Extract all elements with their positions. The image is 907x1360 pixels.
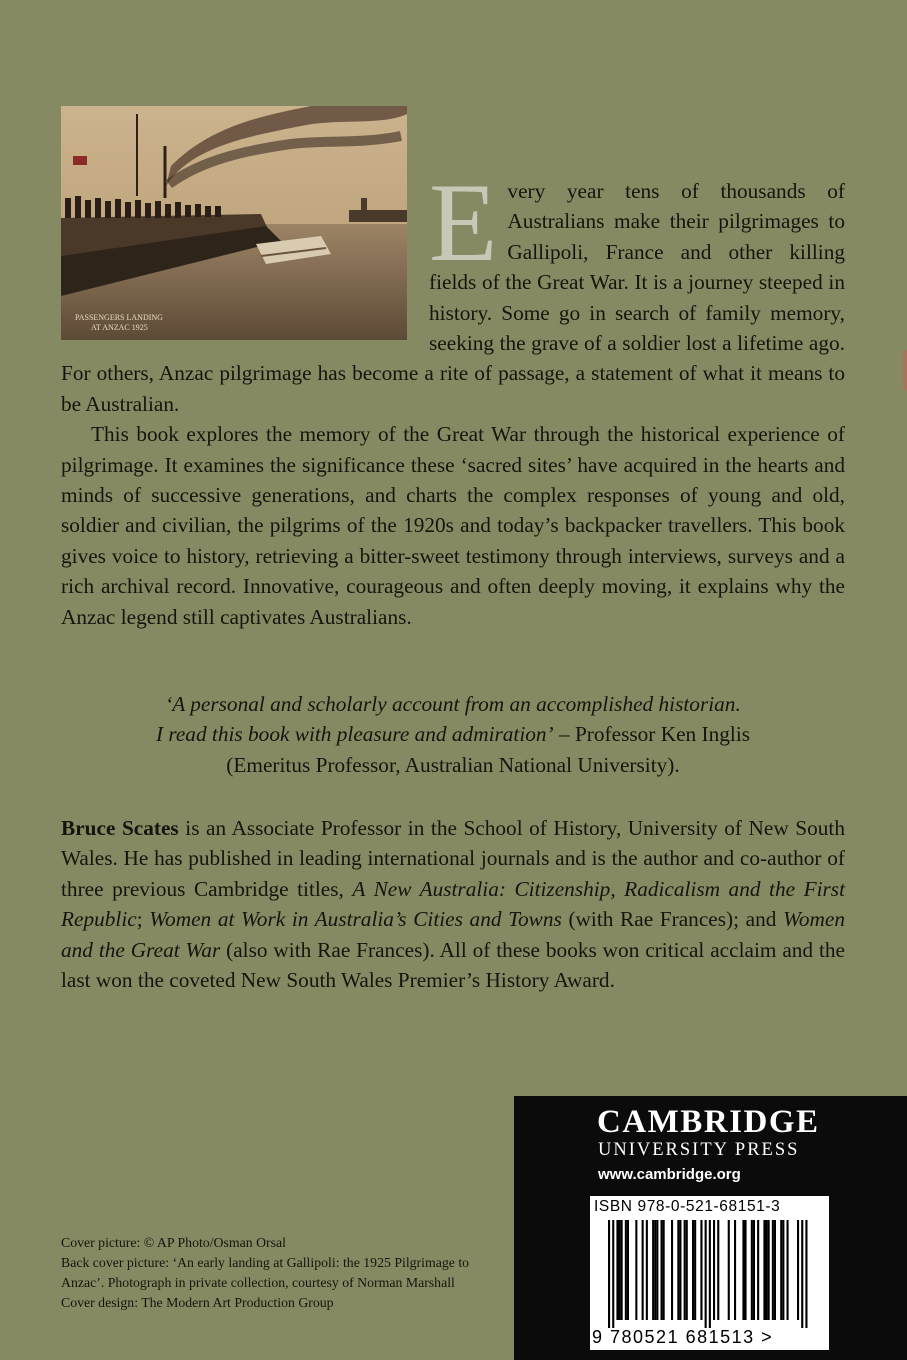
barcode-bar xyxy=(612,1220,614,1328)
credit-line: Cover picture: © AP Photo/Osman Orsal xyxy=(61,1235,286,1250)
quote-attribution: – Professor Ken Inglis xyxy=(553,722,751,747)
barcode xyxy=(590,1196,829,1350)
author-name: Bruce Scates xyxy=(61,816,179,840)
barcode-bar xyxy=(753,1220,755,1320)
barcode-bar xyxy=(694,1220,696,1320)
barcode-bar xyxy=(686,1220,688,1320)
quote-line-1: ‘A personal and scholarly account from an accomplished historian. xyxy=(165,692,741,716)
edge-mark xyxy=(903,350,907,390)
barcode-bar xyxy=(768,1220,770,1320)
barcode-bar xyxy=(766,1220,768,1320)
bio-text: (also with Rae Frances). All of these books won critical acclaim and the last won the coveted New South Wales Premier’s History Award. xyxy=(61,937,845,993)
isbn-label: ISBN 978-0-521-68151-3 xyxy=(594,1198,781,1215)
blurb-paragraph-1: very year tens of thousands of Australians make their pilgrimages to Gallipoli, France and other killing fields of the Great War. It is a journey steeped in history. Some go in search of family memory, seeking the grave of a soldier lost a lifetime ago. For others, Anzac pilgrimage has become a rite of passage, a statement of what it means to be Australian. xyxy=(61,179,845,416)
book-title: A New Australia: Citizenship, Radicalism and the First Republic xyxy=(61,876,845,932)
barcode-bar xyxy=(619,1220,621,1320)
review-quote xyxy=(61,689,845,780)
barcode-bar xyxy=(772,1220,774,1320)
barcode-bar xyxy=(608,1220,610,1328)
barcode-bar xyxy=(742,1220,744,1320)
drop-cap: E xyxy=(429,161,498,285)
barcode-bar xyxy=(692,1220,694,1320)
barcode-bar xyxy=(705,1220,707,1328)
bio-text: is an Associate Professor in the School of History, University of New South Wales. He has published in leading international journals and is the author and co-author of three previous Cambridge titles, xyxy=(61,816,845,901)
barcode-bar xyxy=(642,1220,644,1320)
barcode-bar xyxy=(616,1220,618,1320)
barcode-digits: 9 780521 681513 > xyxy=(592,1327,774,1347)
credit-line: Back cover picture: ‘An early landing at Gallipoli: the 1925 Pilgrimage to xyxy=(61,1255,470,1270)
barcode-bar xyxy=(713,1220,715,1320)
book-title: Women at Work in Australia’s Cities and Towns xyxy=(149,907,562,932)
barcode-bar xyxy=(709,1220,711,1328)
cover-credits xyxy=(61,1233,511,1313)
barcode-bar xyxy=(684,1220,686,1320)
barcode-bar xyxy=(717,1220,719,1320)
barcode-bar xyxy=(728,1220,730,1320)
barcode-bar xyxy=(797,1220,799,1320)
svg-text:PASSENGERS LANDING: PASSENGERS LANDING xyxy=(75,313,163,322)
publisher-subtitle: UNIVERSITY PRESS xyxy=(598,1140,800,1160)
book-title: Women and the Great War xyxy=(61,907,845,962)
barcode-bar xyxy=(661,1220,663,1320)
barcode-bar xyxy=(751,1220,753,1320)
quote-affiliation: (Emeritus Professor, Australian National University). xyxy=(226,752,680,777)
barcode-bar xyxy=(757,1220,759,1320)
barcode-bar xyxy=(734,1220,736,1320)
quote-line-2-italic: I read this book with pleasure and admiration’ xyxy=(155,722,554,747)
barcode-bar xyxy=(782,1220,784,1320)
barcode-bar xyxy=(805,1220,807,1328)
credit-line: Anzac’. Photograph in private collection, courtesy of Norman Marshall xyxy=(61,1275,455,1290)
barcode-bar xyxy=(656,1220,658,1320)
barcode-bar xyxy=(745,1220,747,1320)
barcode-bar xyxy=(627,1220,629,1320)
bio-text: (with Rae Frances); and xyxy=(561,907,784,932)
barcode-bar xyxy=(774,1220,776,1320)
barcode-bar xyxy=(677,1220,679,1320)
svg-text:AT ANZAC 1925: AT ANZAC 1925 xyxy=(91,323,148,332)
barcode-bar xyxy=(625,1220,627,1320)
publisher-url[interactable]: www.cambridge.org xyxy=(598,1166,741,1183)
barcode-bar xyxy=(801,1220,803,1328)
author-bio xyxy=(61,813,845,995)
barcode-bars xyxy=(594,1220,825,1328)
barcode-bar xyxy=(787,1220,789,1320)
publisher-name: CAMBRIDGE xyxy=(597,1104,820,1140)
barcode-bar xyxy=(654,1220,656,1320)
barcode-bar xyxy=(763,1220,765,1320)
barcode-bar xyxy=(780,1220,782,1320)
barcode-bar xyxy=(700,1220,702,1320)
barcode-bar xyxy=(635,1220,637,1320)
barcode-bar xyxy=(652,1220,654,1320)
blurb-paragraph-2: This book explores the memory of the Great War through the historical experience of pilgrimage. It examines the significance these ‘sacred sites’ have acquired in the hearts and minds of successive generations, and charts the complex responses of young and old, soldier and civilian, the pilgrims of the 1920s and today’s backpacker travellers. This book gives voice to history, retrieving a bitter-sweet testimony through interviews, surveys and a rich archival record. Innovative, courageous and often deeply moving, it explains why the Anzac legend still captivates Australians. xyxy=(61,422,845,629)
publisher-block xyxy=(514,1096,907,1360)
barcode-bar xyxy=(679,1220,681,1320)
bio-text: ; xyxy=(136,907,150,932)
barcode-bar xyxy=(663,1220,665,1320)
blurb xyxy=(61,161,845,632)
photo-wrap-spacer xyxy=(61,176,429,358)
barcode-bar xyxy=(646,1220,648,1320)
credit-line: Cover design: The Modern Art Production Group xyxy=(61,1295,334,1310)
barcode-bar xyxy=(621,1220,623,1320)
barcode-bar xyxy=(671,1220,673,1320)
